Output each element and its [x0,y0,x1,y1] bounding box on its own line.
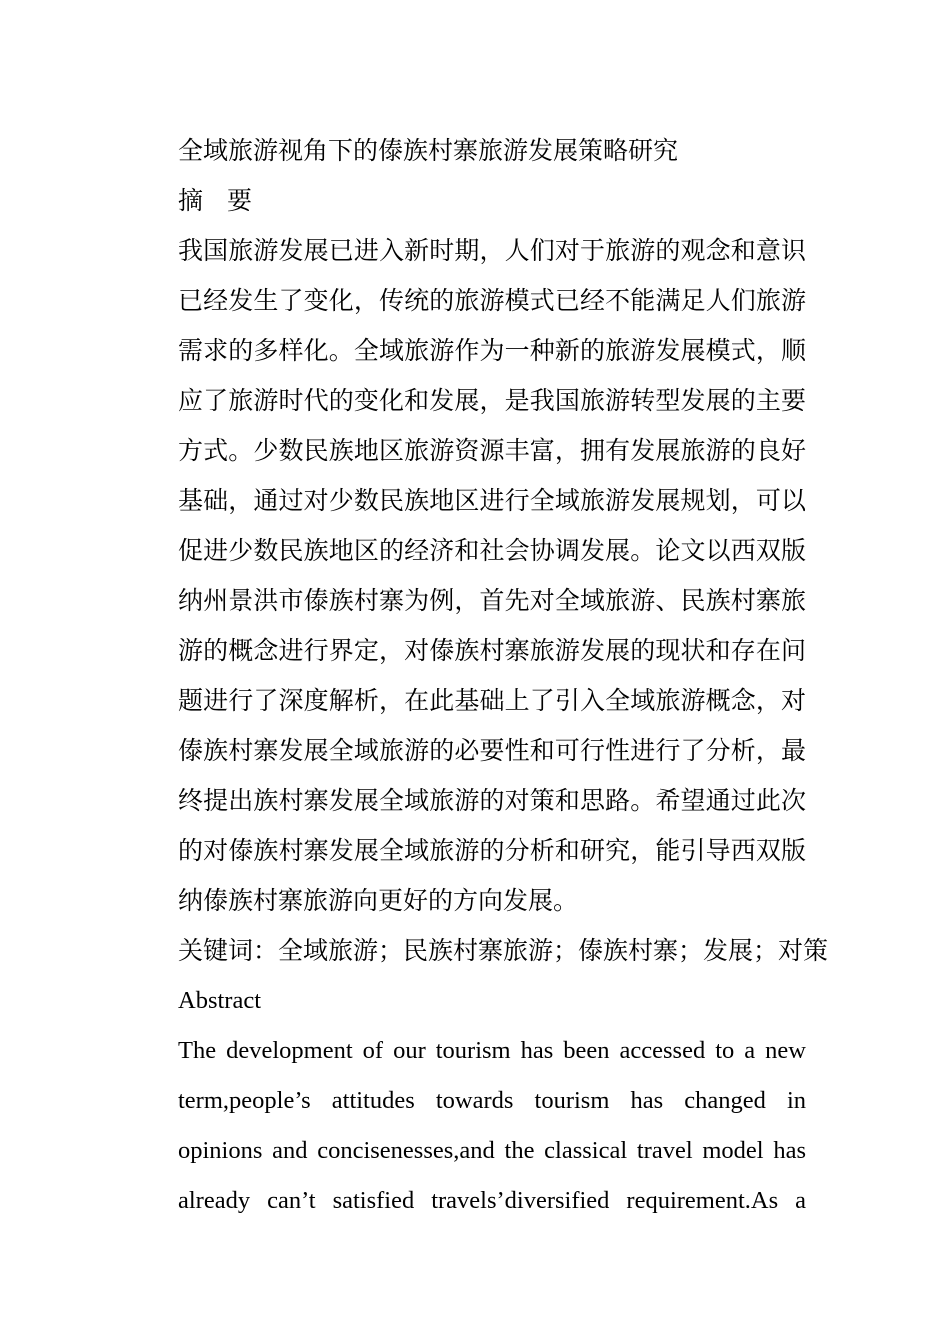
abstract-cn-line: 基础，通过对少数民族地区进行全域旅游发展规划，可以 [178,486,806,515]
abstract-cn-line: 终提出族村寨发展全域旅游的对策和思路。希望通过此次 [178,786,806,815]
abstract-en-body [178,1026,806,1226]
abstract-cn-line: 纳傣族村寨旅游向更好的方向发展。 [178,886,579,915]
abstract-en-line: opinions and concisenesses,and the classical travel model has [178,1137,806,1164]
abstract-cn-line: 已经发生了变化，传统的旅游模式已经不能满足人们旅游 [178,286,806,315]
abstract-cn-line: 游的概念进行界定，对傣族村寨旅游发展的现状和存在问 [178,636,806,665]
abstract-cn-line: 应了旅游时代的变化和发展，是我国旅游转型发展的主要 [178,386,806,415]
abstract-cn-line: 促进少数民族地区的经济和社会协调发展。论文以西双版 [178,536,806,565]
abstract-cn-line: 需求的多样化。全域旅游作为一种新的旅游发展模式，顺 [178,336,806,365]
abstract-en-line: The development of our tourism has been accessed to a new [178,1037,806,1064]
abstract-cn-heading: 摘 要 [178,186,260,215]
abstract-cn-line: 纳州景洪市傣族村寨为例，首先对全域旅游、民族村寨旅 [178,586,806,615]
abstract-cn-line: 题进行了深度解析，在此基础上了引入全域旅游概念，对 [178,686,806,715]
keywords-cn: 关键词：全域旅游；民族村寨旅游；傣族村寨；发展；对策 [178,936,829,965]
paper-title: 全域旅游视角下的傣族村寨旅游发展策略研究 [178,136,679,165]
document-page [178,126,829,1226]
abstract-en-line: term,people’s attitudes towards tourism has changed in [178,1087,806,1114]
abstract-cn-line: 我国旅游发展已进入新时期，人们对于旅游的观念和意识 [178,236,806,265]
abstract-cn-line: 的对傣族村寨发展全域旅游的分析和研究，能引导西双版 [178,836,806,865]
abstract-cn-line: 傣族村寨发展全域旅游的必要性和可行性进行了分析，最 [178,736,806,765]
abstract-cn-line: 方式。少数民族地区旅游资源丰富，拥有发展旅游的良好 [178,436,806,465]
abstract-en-line: already can’t satisfied travels’diversified requirement.As a [178,1187,806,1214]
abstract-cn-body [178,226,806,926]
abstract-en-heading: Abstract [178,987,261,1014]
